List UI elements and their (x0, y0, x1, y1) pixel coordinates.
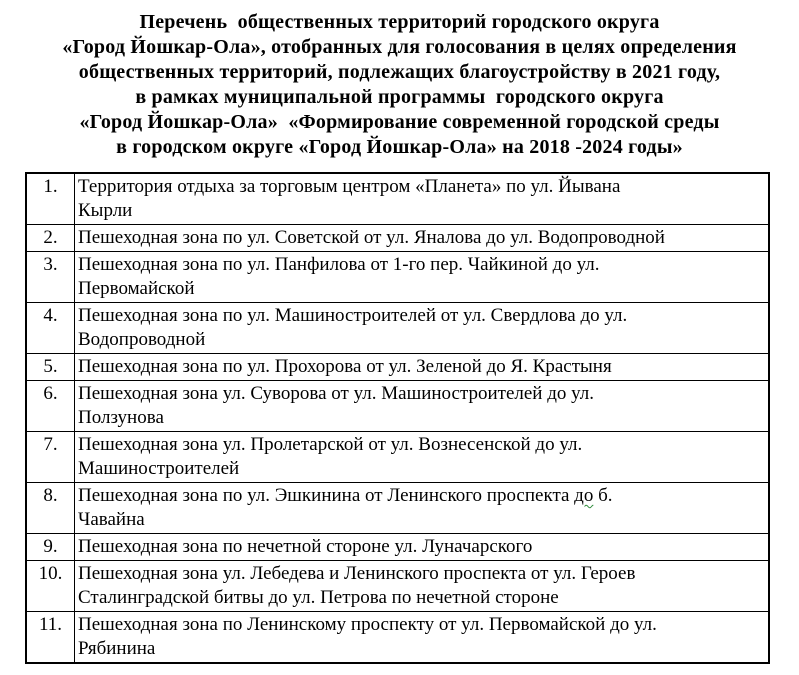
row-number-cell: 8. (26, 483, 75, 534)
territory-line: Машиностроителей (78, 458, 240, 479)
territory-cell (75, 303, 770, 354)
row-number-cell: 7. (26, 432, 75, 483)
row-number-cell: 1. (26, 173, 75, 225)
row-number-cell: 4. (26, 303, 75, 354)
territories-table (25, 172, 770, 664)
row-number-cell: 2. (26, 225, 75, 252)
territory-cell (75, 173, 770, 225)
territory-cell (75, 612, 770, 664)
title-line: в рамках муниципальной программы городского округа (135, 86, 664, 108)
territory-text-segment: б. (593, 485, 613, 506)
territory-cell (75, 534, 770, 561)
table-row (26, 432, 769, 483)
territory-line: Пешеходная зона по ул. Советской от ул. Яналова до ул. Водопроводной (78, 227, 665, 248)
row-number-cell: 9. (26, 534, 75, 561)
title-line: Перечень общественных территорий городского округа (139, 11, 660, 33)
territory-line: Пешеходная зона ул. Лебедева и Ленинского проспекта от ул. Героев (78, 563, 636, 584)
territory-line: Пешеходная зона по ул. Прохорова от ул. Зеленой до Я. Крастыня (78, 356, 612, 377)
table-row (26, 303, 769, 354)
row-number-cell: 5. (26, 354, 75, 381)
title-line: общественных территорий, подлежащих благоустройству в 2021 году, (78, 61, 721, 83)
territory-cell (75, 432, 770, 483)
table-row (26, 225, 769, 252)
title-line: «Город Йошкар-Ола», отобранных для голосования в целях определения (62, 36, 737, 58)
territory-line (78, 484, 765, 508)
territory-line: Пешеходная зона ул. Суворова от ул. Машиностроителей до ул. (78, 383, 595, 404)
table-row (26, 483, 769, 534)
territory-cell (75, 561, 770, 612)
document-page (0, 10, 799, 675)
table-row (26, 354, 769, 381)
table-row (26, 612, 769, 664)
table-row (26, 561, 769, 612)
document-title (6, 10, 793, 160)
table-row (26, 252, 769, 303)
territory-line: Чавайна (78, 509, 145, 530)
territory-line: Пешеходная зона по нечетной стороне ул. Луначарского (78, 536, 533, 557)
territory-text-segment: Пешеходная зона по ул. Эшкинина от Ленинского проспекта (78, 485, 575, 506)
table-row (26, 534, 769, 561)
territory-line: Пешеходная зона по ул. Панфилова от 1-го пер. Чайкиной до ул. (78, 254, 600, 275)
territory-line: Кырли (78, 200, 133, 221)
territory-line: Пешеходная зона по Ленинскому проспекту от ул. Первомайской до ул. (78, 614, 657, 635)
territory-cell (75, 381, 770, 432)
row-number-cell: 3. (26, 252, 75, 303)
spellcheck-underlined-word: до (574, 485, 594, 506)
territory-cell (75, 252, 770, 303)
territory-cell (75, 483, 770, 534)
row-number-cell: 6. (26, 381, 75, 432)
territory-line: Водопроводной (78, 329, 206, 350)
territory-line: Рябинина (78, 638, 156, 659)
row-number-cell: 11. (26, 612, 75, 664)
territory-line: Территория отдыха за торговым центром «Планета» по ул. Йывана (78, 176, 621, 197)
title-line: в городском округе «Город Йошкар-Ола» на 2018 -2024 годы» (116, 136, 683, 158)
territories-table-body (26, 173, 769, 663)
title-line: «Город Йошкар-Ола» «Формирование современной городской среды (79, 111, 720, 133)
territory-line: Сталинградской битвы до ул. Петрова по нечетной стороне (78, 587, 559, 608)
territory-line: Первомайской (78, 278, 195, 299)
territory-cell (75, 225, 770, 252)
territory-line: Пешеходная зона ул. Пролетарской от ул. Вознесенской до ул. (78, 434, 583, 455)
territory-line: Пешеходная зона по ул. Машиностроителей от ул. Свердлова до ул. (78, 305, 628, 326)
row-number-cell: 10. (26, 561, 75, 612)
table-row (26, 381, 769, 432)
table-row (26, 173, 769, 225)
territory-line: Ползунова (78, 407, 164, 428)
territory-cell (75, 354, 770, 381)
